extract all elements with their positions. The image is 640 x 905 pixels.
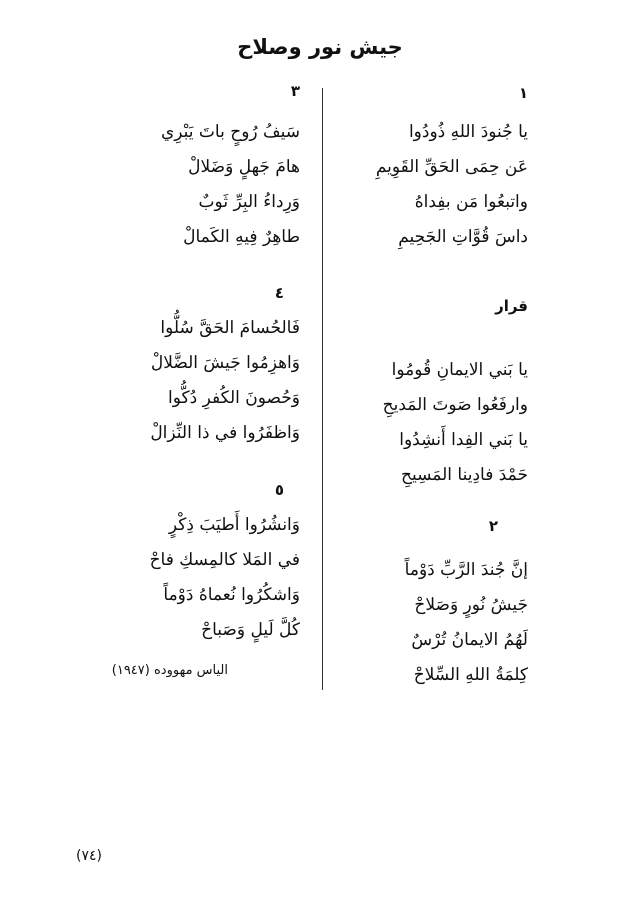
- stanza-1-line-1: يا جُنودَ اللهِ ذُودُوا: [408, 122, 528, 142]
- stanza-4-line-4: وَاظفَرُوا في ذا النِّزالْ: [150, 423, 300, 443]
- refrain-line-3: يا بَني الفِدا أَنشِدُوا: [399, 430, 528, 450]
- stanza-5-number: ٥: [274, 481, 284, 499]
- stanza-3-number: ٣: [290, 82, 300, 100]
- refrain-line-2: وارفَعُوا صَوتَ المَديحِ: [382, 395, 528, 415]
- stanza-5-line-2: في المَلا كالمِسكِ فاحْ: [149, 550, 300, 570]
- stanza-5-line-1: وَانشُرُوا أَطيَبَ ذِكْرٍ: [168, 515, 300, 535]
- page-number: (٧٤): [76, 848, 102, 864]
- stanza-3-line-1: سَيفُ رُوحٍ باتَ يَبْرِي: [160, 122, 300, 142]
- left-column: [100, 0, 300, 905]
- stanza-4-line-1: فَالحُسامَ الحَقَّ سُلُّوا: [160, 318, 300, 338]
- stanza-4-number: ٤: [274, 284, 284, 302]
- stanza-4-line-2: وَاهزِمُوا جَيشَ الضَّلالْ: [150, 353, 300, 373]
- stanza-4-line-3: وَحُصونَ الكُفرِ دُكُّوا: [168, 388, 300, 408]
- hymn-title: جيش نور وصلاح: [237, 35, 403, 59]
- stanza-2-line-4: كِلمَةُ اللهِ السِّلاحْ: [413, 665, 528, 685]
- stanza-1-number: ١: [518, 84, 528, 102]
- stanza-1-line-4: داسَ قُوَّاتِ الجَحِيمِ: [398, 227, 528, 247]
- stanza-5-line-4: كُلَّ لَيلٍ وَصَباحْ: [201, 620, 300, 640]
- stanza-3-line-4: طاهِرٌ فِيهِ الكَمالْ: [183, 227, 300, 247]
- refrain-line-1: يا بَني الايمانِ قُومُوا: [391, 360, 528, 380]
- refrain-label: قرار: [495, 297, 528, 315]
- stanza-3-line-2: هامَ جَهلٍ وَضَلالْ: [188, 157, 300, 177]
- stanza-3-line-3: وَرِداءُ البِرِّ ثَوبٌ: [198, 192, 300, 212]
- author-credit: الياس مهووده (١٩٤٧): [111, 663, 228, 678]
- stanza-1-line-2: عَن حِمَى الحَقِّ القَوِيمِ: [375, 157, 528, 177]
- right-column: [328, 0, 528, 905]
- stanza-2-number: ٢: [488, 517, 498, 535]
- stanza-2-line-1: إنَّ جُندَ الرَّبِّ دَوْماً: [404, 560, 528, 580]
- stanza-5-line-3: وَاشكُرُوا نُعماهُ دَوْماً: [163, 585, 300, 605]
- stanza-1-line-3: واتبعُوا مَن بفِداهُ: [414, 192, 528, 212]
- stanza-2-line-2: جَيشُ نُورٍ وَصَلاحْ: [414, 595, 528, 615]
- stanza-2-line-3: لَهُمُ الايمانُ تُرْسٌ: [411, 630, 528, 650]
- column-divider: [322, 88, 323, 690]
- refrain-line-4: حَمْدَ فادِينا المَسِيحِ: [401, 465, 528, 485]
